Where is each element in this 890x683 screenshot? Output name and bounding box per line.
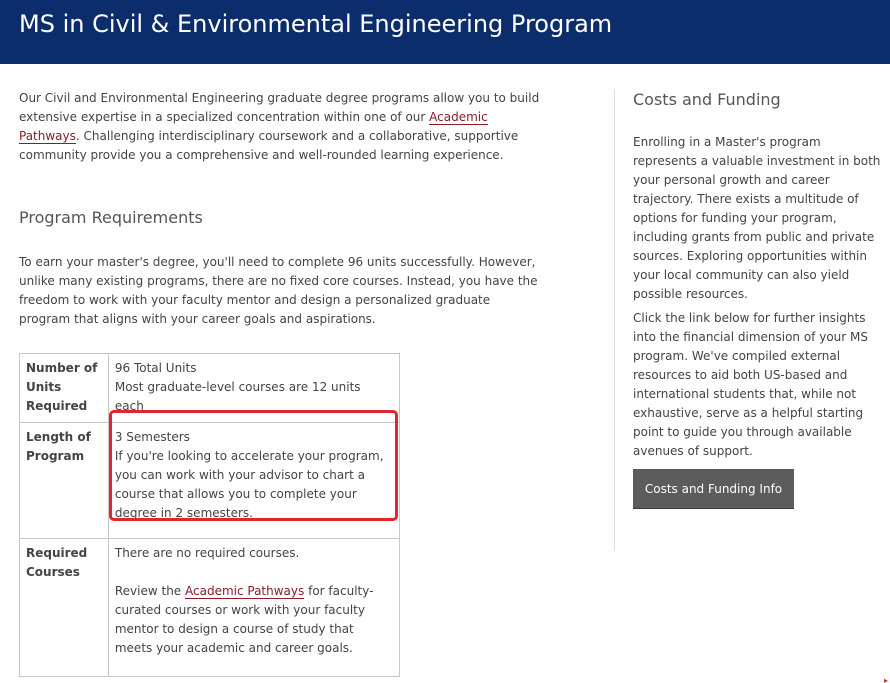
courses-none: There are no required courses. <box>114 546 300 560</box>
units-note: Most graduate-level courses are 12 units each <box>114 380 361 413</box>
courses-spacer <box>115 563 393 582</box>
courses-text-before: Review the <box>114 584 185 598</box>
units-label: Number of Units Required <box>20 354 109 423</box>
intro-paragraph <box>19 89 544 165</box>
length-label: Length of Program <box>20 423 109 539</box>
academic-pathways-link[interactable]: Academic Pathways <box>19 110 488 143</box>
corner-arrow-icon: ▸ <box>884 678 889 683</box>
header-banner <box>0 0 890 64</box>
table-row-courses <box>20 539 400 677</box>
courses-value <box>108 539 399 677</box>
courses-academic-pathways-link[interactable]: Academic Pathways <box>185 584 305 598</box>
requirements-description: To earn your master's degree, you'll need to complete 96 units successfully. However, unlike many existing programs, there are no fixed core courses. Instead, you have the freedom to work with your faculty mentor and design a personalized graduate program that aligns with your career goals and aspirations. <box>19 255 538 326</box>
program-requirements-heading: Program Requirements <box>19 208 203 227</box>
funding-paragraph-2: Click the link below for further insights into the financial dimension of your MS program. We've compiled external resources to aid both US-based and international students that, while not exhaustive, serve as a helpful starting point to guide you through available avenues of support. <box>633 311 868 458</box>
funding-paragraph-1: Enrolling in a Master's program represents a valuable investment in both your personal growth and career trajectory. There exists a multitude of options for funding your program, including grants from public and private sources. Exploring opportunities within your local community can also yield possible resources. <box>633 135 881 301</box>
courses-label: Required Courses <box>20 539 109 677</box>
courses-review <box>115 582 393 658</box>
costs-funding-info-button[interactable]: Costs and Funding Info <box>633 469 794 509</box>
length-semesters: 3 Semesters <box>114 430 190 444</box>
units-value <box>108 354 399 423</box>
length-note: If you're looking to accelerate your program, you can work with your advisor to chart a course that allows you to complete your degree in 2 semesters. <box>114 449 384 520</box>
column-divider <box>614 89 615 551</box>
intro-text-before: Our Civil and Environmental Engineering graduate degree programs allow you to build extensive expertise in a specialized concentration within one of our <box>19 91 540 124</box>
length-value <box>108 423 399 539</box>
requirements-table <box>19 353 400 677</box>
table-row-units <box>20 354 400 423</box>
page-title: MS in Civil & Environmental Engineering Program <box>19 10 613 38</box>
costs-funding-heading: Costs and Funding <box>633 90 781 109</box>
courses-text-after: for faculty-curated courses or work with your faculty mentor to design a course of study that meets your academic and career goals. <box>114 584 374 655</box>
intro-text-after: . Challenging interdisciplinary coursework and a collaborative, supportive community provide you a comprehensive and well-rounded learning experience. <box>19 129 519 162</box>
units-total: 96 Total Units <box>114 361 197 375</box>
table-row-length <box>20 423 400 539</box>
